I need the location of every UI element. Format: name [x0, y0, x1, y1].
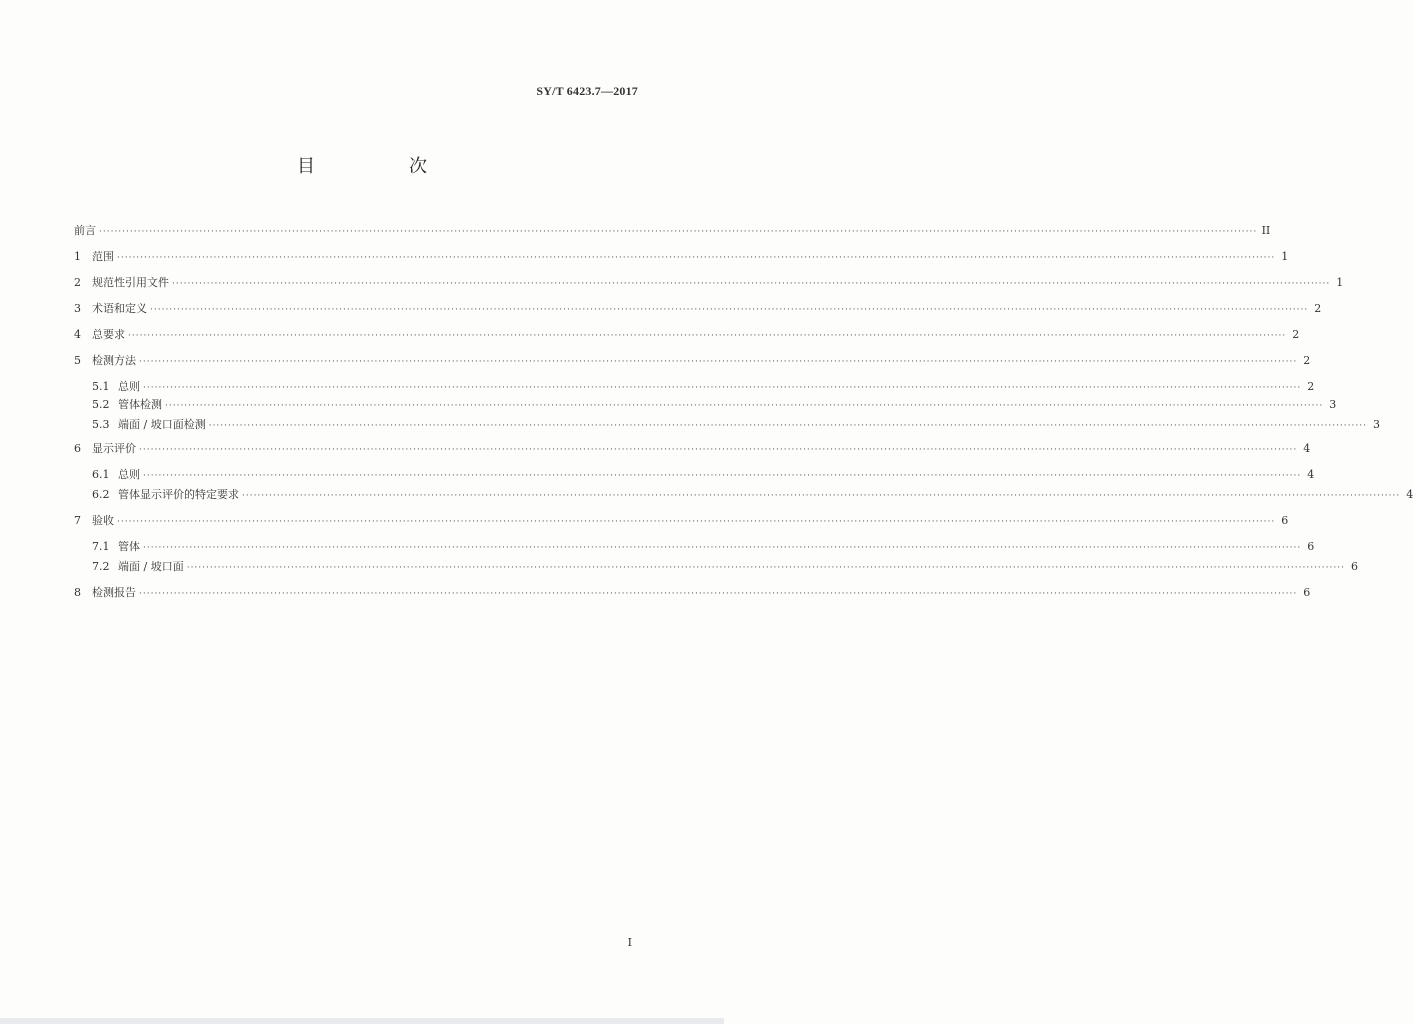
toc-entry[interactable]: [74, 584, 1311, 600]
toc-leader-dots: ············································································································································································································································································································: [139, 445, 1298, 455]
toc-entry-title: 总则: [118, 380, 140, 393]
toc-leader-dots: ············································································································································································································································································································: [143, 471, 1302, 481]
toc-entry-number: 6.1: [92, 468, 110, 481]
toc-entry-page: 1: [1336, 276, 1344, 289]
toc-entry-page: 6: [1350, 560, 1358, 573]
toc-entry-title: 术语和定义: [92, 302, 147, 315]
toc-leader-dots: ············································································································································································································································································································: [99, 227, 1258, 237]
toc-leader-dots: ············································································································································································································································································································: [139, 589, 1298, 599]
toc-entry-title: 规范性引用文件: [92, 276, 169, 289]
toc-entry-title: 范围: [92, 250, 114, 263]
toc-entry-number: 2: [74, 276, 81, 289]
toc-leader-dots: ············································································································································································································································································································: [172, 279, 1331, 289]
toc-entry-title: 显示评价: [92, 442, 136, 455]
toc-leader-dots: ············································································································································································································································································································: [117, 517, 1276, 527]
toc-entry-title: 验收: [92, 514, 114, 527]
toc-entry[interactable]: [74, 396, 1337, 412]
toc-entry-title: 端面 / 坡口面: [118, 560, 184, 573]
toc-entry[interactable]: [74, 466, 1315, 482]
toc-entry-page: 3: [1329, 398, 1337, 411]
toc-entry-page: 2: [1303, 354, 1311, 367]
toc-entry-number: 8: [74, 586, 81, 599]
page-title: 目 次: [297, 156, 465, 177]
toc-entry-page: 6: [1307, 540, 1315, 553]
toc-leader-dots: ············································································································································································································································································································: [139, 357, 1298, 367]
toc-entry-page: 6: [1281, 514, 1289, 527]
toc-entry-number: 5.3: [92, 418, 110, 431]
toc-entry[interactable]: [74, 512, 1289, 528]
toc-leader-dots: ············································································································································································································································································································: [143, 383, 1302, 393]
toc-leader-dots: ············································································································································································································································································································: [208, 421, 1367, 431]
toc-leader-dots: ············································································································································································································································································································: [117, 253, 1276, 263]
toc-entry[interactable]: [74, 440, 1311, 456]
toc-entry[interactable]: [74, 248, 1289, 264]
toc-entry[interactable]: [74, 378, 1315, 394]
toc-leader-dots: ············································································································································································································································································································: [165, 401, 1324, 411]
toc-entry[interactable]: [74, 558, 1358, 574]
toc-entry-title: 总要求: [92, 328, 125, 341]
toc-entry[interactable]: [74, 538, 1315, 554]
toc-entry-title: 总则: [118, 468, 140, 481]
toc-entry[interactable]: [74, 274, 1344, 290]
page-number: I: [627, 936, 632, 949]
toc-entry[interactable]: [74, 416, 1380, 432]
toc-entry-number: 5.1: [92, 380, 110, 393]
toc-entry[interactable]: [74, 352, 1311, 368]
toc-leader-dots: ············································································································································································································································································································: [128, 331, 1287, 341]
toc-entry[interactable]: [74, 486, 1413, 502]
toc-entry-page: II: [1261, 224, 1271, 237]
toc-entry-page: 3: [1372, 418, 1380, 431]
toc-entry-page: 4: [1307, 468, 1315, 481]
toc-entry-number: 4: [74, 328, 81, 341]
toc-entry-page: 4: [1303, 442, 1311, 455]
toc-leader-dots: ············································································································································································································································································································: [186, 563, 1345, 573]
toc-entry-number: 6.2: [92, 488, 110, 501]
toc-entry-page: 6: [1303, 586, 1311, 599]
toc-entry-number: 5.2: [92, 398, 110, 411]
toc-entry-title: 管体检测: [118, 398, 162, 411]
toc-entry-page: 2: [1314, 302, 1322, 315]
toc-entry[interactable]: [74, 300, 1322, 316]
toc-entry-page: 2: [1307, 380, 1315, 393]
toc-entry-number: 7.2: [92, 560, 110, 573]
toc-entry-title: 检测方法: [92, 354, 136, 367]
toc-entry-number: 5: [74, 354, 81, 367]
toc-entry-title: 管体显示评价的特定要求: [118, 488, 239, 501]
toc-entry-number: 6: [74, 442, 81, 455]
toc-entry-title: 前言: [74, 224, 96, 237]
toc-leader-dots: ············································································································································································································································································································: [150, 305, 1309, 315]
toc-entry-title: 检测报告: [92, 586, 136, 599]
toc-entry-title: 端面 / 坡口面检测: [118, 418, 206, 431]
toc-entry-number: 3: [74, 302, 81, 315]
standard-code: SY/T 6423.7—2017: [536, 84, 638, 98]
toc-entry-page: 4: [1406, 488, 1413, 501]
toc-entry[interactable]: [74, 222, 1271, 238]
toc-entry-number: 7.1: [92, 540, 110, 553]
toc-leader-dots: ············································································································································································································································································································: [242, 491, 1401, 501]
toc-leader-dots: ············································································································································································································································································································: [143, 543, 1302, 553]
scan-edge: [0, 1018, 724, 1024]
toc-entry[interactable]: [74, 326, 1300, 342]
toc-entry-number: 7: [74, 514, 81, 527]
toc-entry-title: 管体: [118, 540, 140, 553]
toc-entry-page: 1: [1281, 250, 1289, 263]
toc-entry-number: 1: [74, 250, 81, 263]
toc-entry-page: 2: [1292, 328, 1300, 341]
